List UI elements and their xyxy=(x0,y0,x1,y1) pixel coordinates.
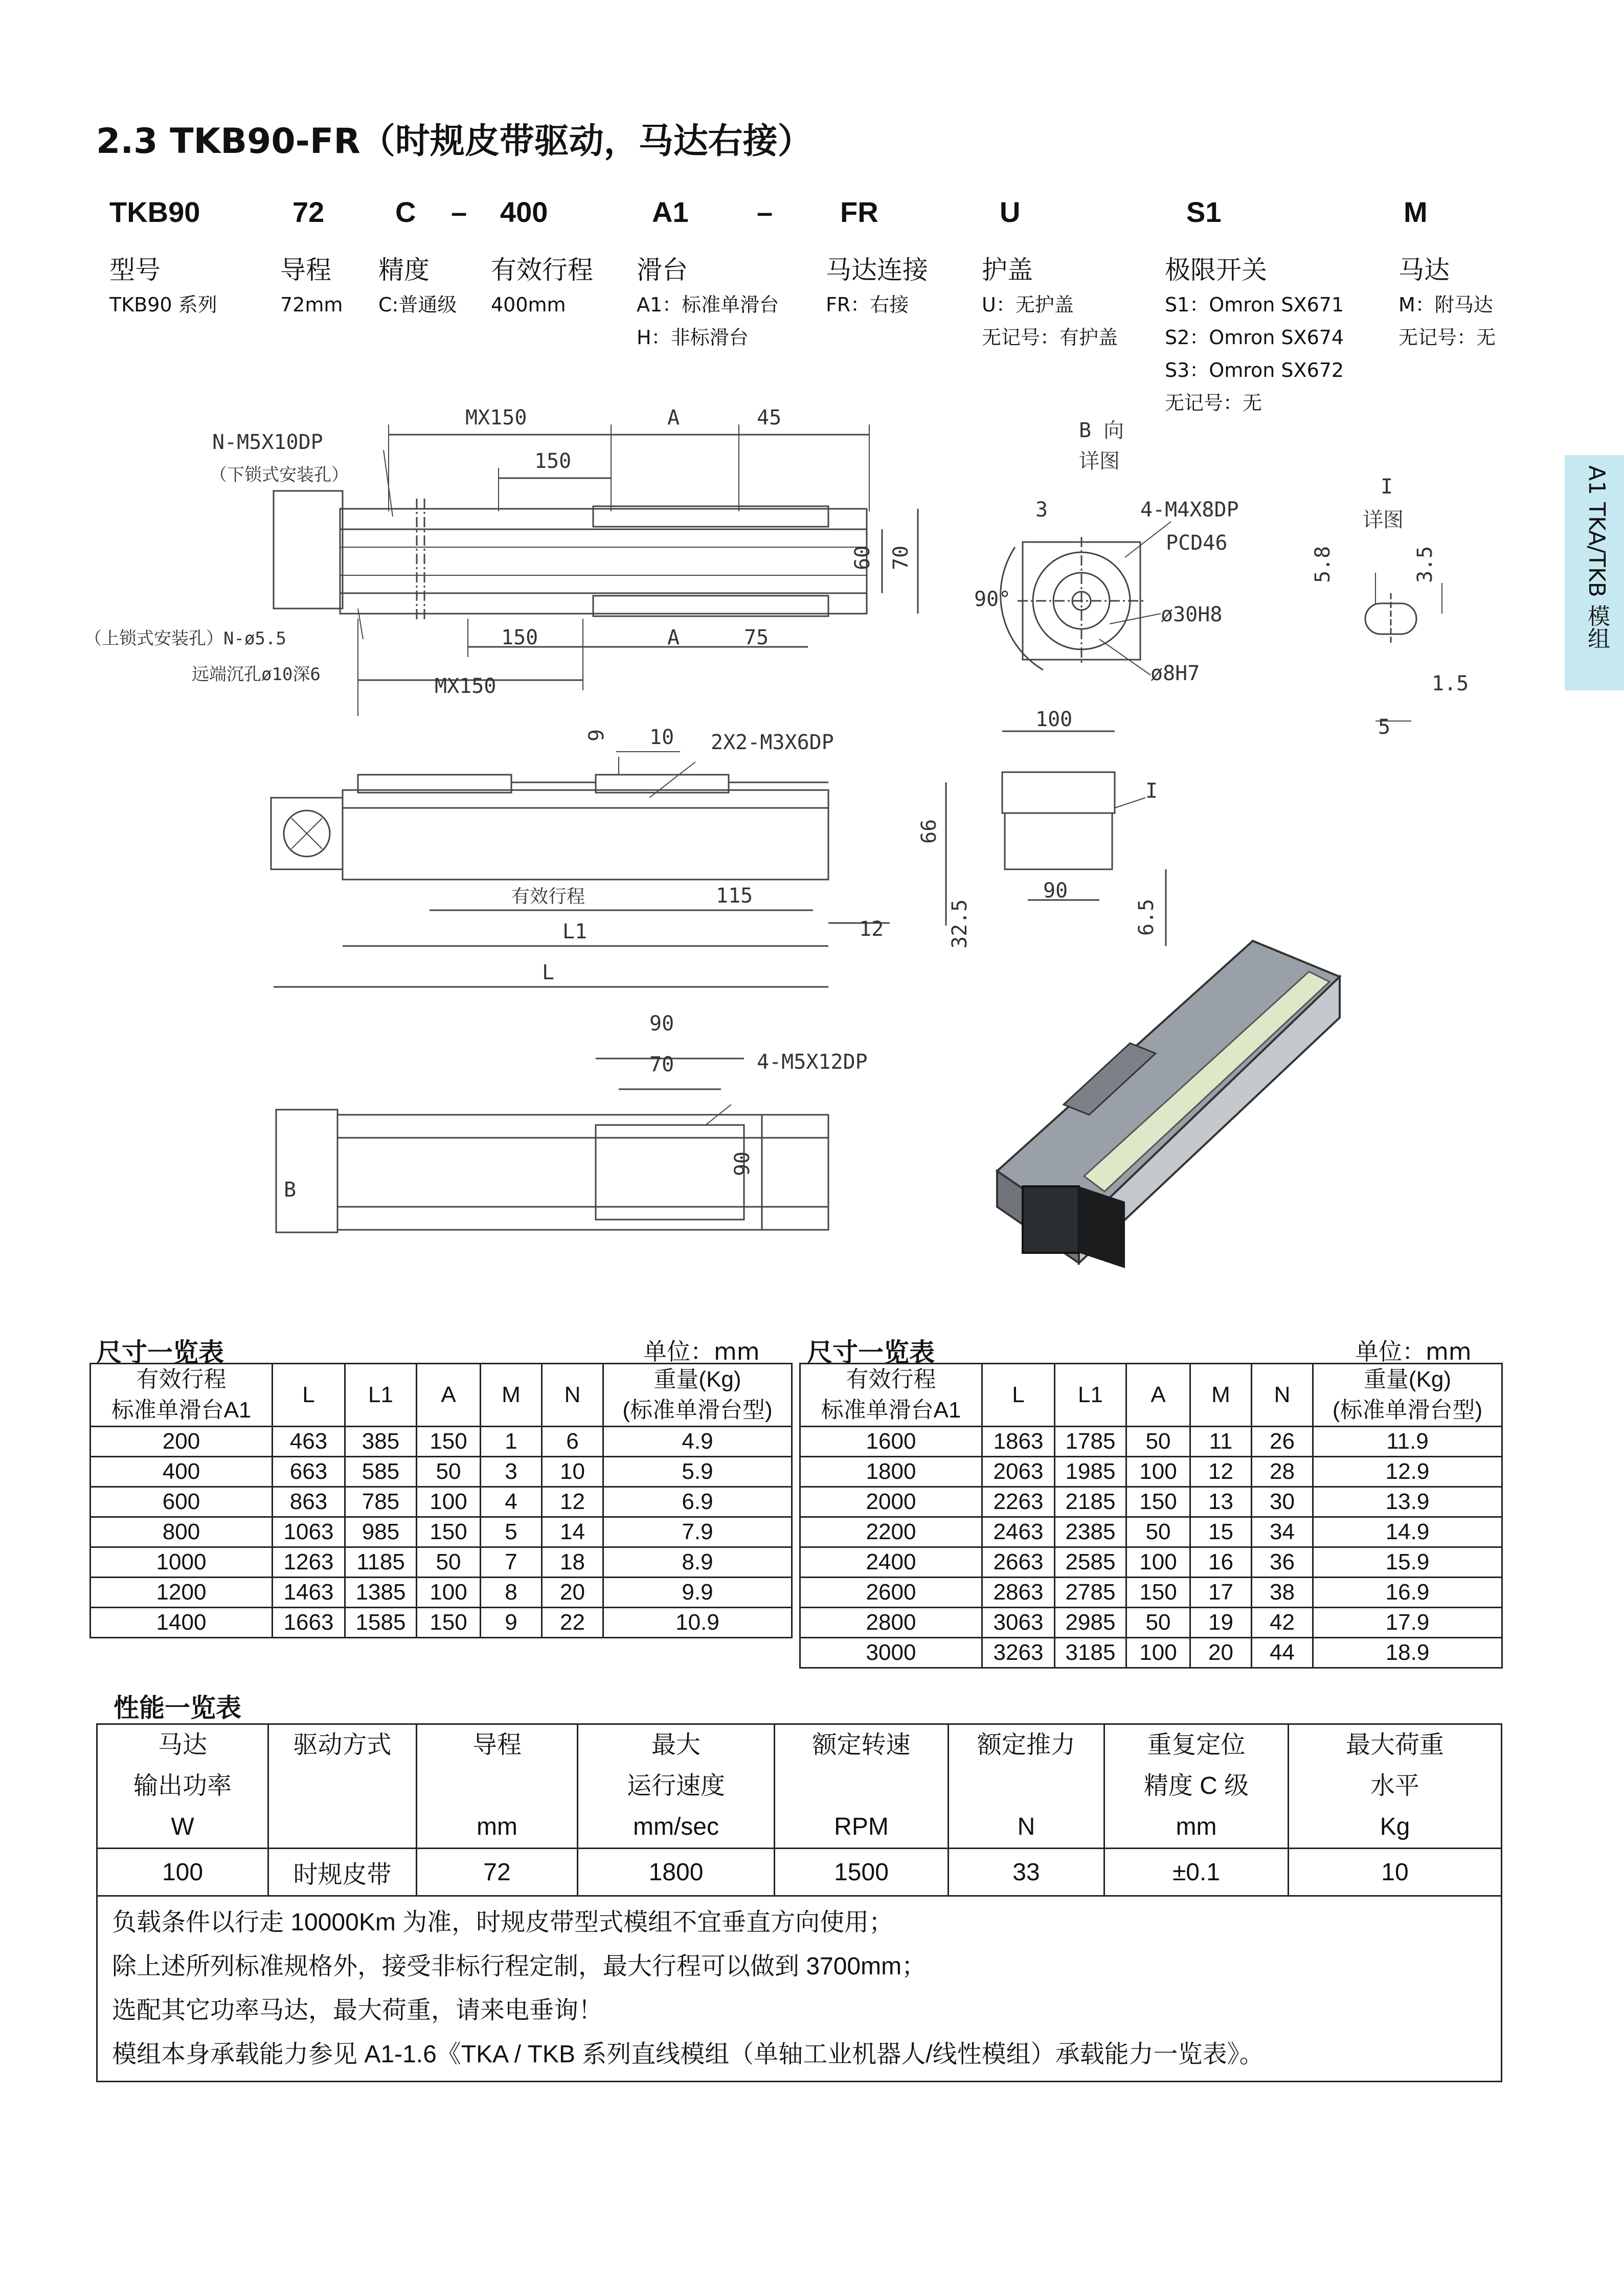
perf-header-cell: 最大荷重 水平 Kg xyxy=(1289,1724,1502,1849)
svg-text:B: B xyxy=(284,1178,297,1202)
table-cell: 18.9 xyxy=(1313,1638,1502,1668)
table-cell: 7.9 xyxy=(603,1517,792,1547)
table-cell: 30 xyxy=(1252,1487,1313,1517)
table-cell: 1463 xyxy=(273,1578,345,1608)
perf-value-cell: 1500 xyxy=(775,1849,949,1896)
svg-text:66: 66 xyxy=(917,819,941,844)
svg-text:I: I xyxy=(1145,779,1158,803)
table-cell: 2663 xyxy=(982,1547,1055,1578)
table-cell: 2585 xyxy=(1055,1547,1126,1578)
table-cell: 800 xyxy=(91,1517,273,1547)
code-dash: – xyxy=(451,196,467,228)
perf-header-cell: 额定推力 N xyxy=(949,1724,1104,1849)
svg-text:MX150: MX150 xyxy=(465,406,527,430)
table-cell: 1600 xyxy=(800,1427,982,1457)
table-cell: 1400 xyxy=(91,1608,273,1638)
table-cell: 11.9 xyxy=(1313,1427,1502,1457)
svg-text:75: 75 xyxy=(744,626,769,649)
table-cell: 2000 xyxy=(800,1487,982,1517)
table-cell: 1063 xyxy=(273,1517,345,1547)
code-limit: S1 xyxy=(1186,196,1222,228)
perf-value-cell: 33 xyxy=(949,1849,1104,1896)
svg-text:3.5: 3.5 xyxy=(1413,546,1437,583)
table-cell: 34 xyxy=(1252,1517,1313,1547)
svg-text:详图: 详图 xyxy=(1079,449,1120,473)
table-row xyxy=(91,1517,792,1547)
table-cell: 2185 xyxy=(1055,1487,1126,1517)
notes-row xyxy=(97,1896,1502,2082)
table-cell: 50 xyxy=(1126,1517,1190,1547)
table-cell: 14 xyxy=(542,1517,603,1547)
table-cell: 600 xyxy=(91,1487,273,1517)
section-side-tab: A1 TKA/TKB 模组 xyxy=(1565,455,1624,690)
table-cell: 1985 xyxy=(1055,1457,1126,1487)
svg-text:L: L xyxy=(542,961,555,984)
option-column: 有效行程 400mm xyxy=(491,255,593,316)
table-cell: 15.9 xyxy=(1313,1547,1502,1578)
perf-value-cell: ±0.1 xyxy=(1104,1849,1289,1896)
table-cell: 150 xyxy=(1126,1578,1190,1608)
table-header: 有效行程 标准单滑台A1 L L1 A M N 重量(Kg) (标准单滑台型) xyxy=(800,1364,1502,1427)
table-cell: 985 xyxy=(345,1517,417,1547)
table-cell: 3 xyxy=(481,1457,542,1487)
option-column: 马达连接 FR：右接 xyxy=(826,255,928,316)
svg-text:N-M5X10DP: N-M5X10DP xyxy=(212,431,323,454)
option-column: 马达 M：附马达 无记号：无 xyxy=(1399,255,1496,349)
table-cell: 10 xyxy=(542,1457,603,1487)
table-cell: 1200 xyxy=(91,1578,273,1608)
svg-text:12: 12 xyxy=(859,917,884,941)
rail-body-top xyxy=(340,509,867,614)
svg-text:A: A xyxy=(667,626,680,649)
svg-text:150: 150 xyxy=(501,626,538,649)
table-cell: 17.9 xyxy=(1313,1608,1502,1638)
code-motor-conn: FR xyxy=(840,196,878,228)
table-row xyxy=(91,1457,792,1487)
dim-table-title-right: 尺寸一览表 xyxy=(807,1338,935,1367)
table-cell: 2985 xyxy=(1055,1608,1126,1638)
table-cell: 1263 xyxy=(273,1547,345,1578)
perf-header-cell: 额定转速 RPM xyxy=(775,1724,949,1849)
table-cell: 13.9 xyxy=(1313,1487,1502,1517)
svg-text:有效行程: 有效行程 xyxy=(511,886,585,907)
code-slider: A1 xyxy=(652,196,689,228)
table-cell: 42 xyxy=(1252,1608,1313,1638)
note-line: 除上述所列标准规格外，接受非标行程定制，最大行程可以做到 3700mm； xyxy=(112,1953,927,1980)
perf-value-cell: 10 xyxy=(1289,1849,1502,1896)
dim-table-title-left: 尺寸一览表 xyxy=(96,1338,224,1367)
table-cell: 385 xyxy=(345,1427,417,1457)
table-cell: 1800 xyxy=(800,1457,982,1487)
table-row xyxy=(800,1457,1502,1487)
table-cell: 10.9 xyxy=(603,1608,792,1638)
svg-text:（上锁式安装孔）N-ø5.5: （上锁式安装孔）N-ø5.5 xyxy=(84,628,286,649)
svg-text:6.5: 6.5 xyxy=(1135,898,1158,936)
svg-text:10: 10 xyxy=(649,726,674,749)
table-cell: 100 xyxy=(1126,1547,1190,1578)
perf-table xyxy=(96,1723,1502,2082)
table-cell: 36 xyxy=(1252,1547,1313,1578)
svg-text:9: 9 xyxy=(585,729,608,741)
table-cell: 5 xyxy=(481,1517,542,1547)
table-cell: 2400 xyxy=(800,1547,982,1578)
note-line: 负载条件以行走 10000Km 为准，时规皮带型式模组不宜垂直方向使用； xyxy=(112,1909,894,1936)
table-row xyxy=(800,1638,1502,1668)
svg-text:2X2-M3X6DP: 2X2-M3X6DP xyxy=(711,731,834,754)
table-cell: 1385 xyxy=(345,1578,417,1608)
table-cell: 15 xyxy=(1190,1517,1252,1547)
table-cell: 28 xyxy=(1252,1457,1313,1487)
svg-text:A: A xyxy=(667,406,680,430)
table-cell: 3263 xyxy=(982,1638,1055,1668)
option-column: 导程 72mm xyxy=(280,255,343,316)
table-cell: 1663 xyxy=(273,1608,345,1638)
code-lead: 72 xyxy=(292,196,325,228)
table-cell: 100 xyxy=(1126,1457,1190,1487)
svg-text:详图: 详图 xyxy=(1363,508,1404,532)
table-cell: 11 xyxy=(1190,1427,1252,1457)
table-cell: 50 xyxy=(417,1457,481,1487)
svg-text:32.5: 32.5 xyxy=(948,899,972,949)
table-row xyxy=(800,1427,1502,1457)
table-cell: 6.9 xyxy=(603,1487,792,1517)
table-cell: 3185 xyxy=(1055,1638,1126,1668)
svg-text:90: 90 xyxy=(649,1012,674,1036)
table-cell: 2200 xyxy=(800,1517,982,1547)
svg-text:150: 150 xyxy=(534,449,572,473)
perf-header-cell: 驱动方式 xyxy=(268,1724,417,1849)
svg-text:4-M5X12DP: 4-M5X12DP xyxy=(757,1050,868,1074)
table-cell: 2800 xyxy=(800,1608,982,1638)
table-cell: 100 xyxy=(417,1578,481,1608)
table-cell: 12.9 xyxy=(1313,1457,1502,1487)
table-cell: 663 xyxy=(273,1457,345,1487)
table-cell: 12 xyxy=(1190,1457,1252,1487)
table-cell: 100 xyxy=(1126,1638,1190,1668)
table-cell: 38 xyxy=(1252,1578,1313,1608)
page-title: 2.3 TKB90-FR（时规皮带驱动，马达右接） xyxy=(96,121,813,162)
table-cell: 100 xyxy=(417,1487,481,1517)
svg-text:5: 5 xyxy=(1378,715,1391,739)
svg-text:100: 100 xyxy=(1035,708,1073,731)
table-cell: 2863 xyxy=(982,1578,1055,1608)
table-cell: 2263 xyxy=(982,1487,1055,1517)
table-row xyxy=(800,1547,1502,1578)
table-cell: 4 xyxy=(481,1487,542,1517)
table-cell: 9.9 xyxy=(603,1578,792,1608)
table-cell: 19 xyxy=(1190,1608,1252,1638)
table-cell: 1863 xyxy=(982,1427,1055,1457)
table-cell: 8.9 xyxy=(603,1547,792,1578)
table-cell: 1000 xyxy=(91,1547,273,1578)
table-cell: 50 xyxy=(1126,1608,1190,1638)
perf-header-cell: 最大 运行速度 mm/sec xyxy=(578,1724,775,1849)
table-cell: 463 xyxy=(273,1427,345,1457)
code-stroke: 400 xyxy=(500,196,548,228)
svg-text:ø8H7: ø8H7 xyxy=(1151,662,1200,685)
table-cell: 1185 xyxy=(345,1547,417,1578)
table-cell: 18 xyxy=(542,1547,603,1578)
module-3d-render xyxy=(997,941,1340,1268)
table-cell: 150 xyxy=(417,1608,481,1638)
table-cell: 12 xyxy=(542,1487,603,1517)
table-cell: 5.9 xyxy=(603,1457,792,1487)
svg-text:90°: 90° xyxy=(974,588,1011,611)
table-row xyxy=(800,1517,1502,1547)
table-cell: 16 xyxy=(1190,1547,1252,1578)
perf-value-cell: 1800 xyxy=(578,1849,775,1896)
table-row xyxy=(97,1849,1502,1896)
perf-header-cell: 马达 输出功率 W xyxy=(97,1724,268,1849)
table-cell: 17 xyxy=(1190,1578,1252,1608)
table-cell: 20 xyxy=(1190,1638,1252,1668)
option-column: 滑台 A1：标准单滑台 H：非标滑台 xyxy=(637,255,779,349)
perf-value-cell: 72 xyxy=(417,1849,578,1896)
table-cell: 863 xyxy=(273,1487,345,1517)
table-cell: 6 xyxy=(542,1427,603,1457)
perf-header-cell: 导程 mm xyxy=(417,1724,578,1849)
svg-text:L1: L1 xyxy=(562,920,588,943)
svg-text:4-M4X8DP: 4-M4X8DP xyxy=(1140,498,1239,522)
table-cell: 50 xyxy=(417,1547,481,1578)
svg-text:I: I xyxy=(1381,475,1393,499)
table-cell: 2785 xyxy=(1055,1578,1126,1608)
svg-text:1.5: 1.5 xyxy=(1432,672,1469,695)
note-line: 模组本身承载能力参见 A1-1.6《TKA / TKB 系列直线模组（单轴工业机器人/线性模组）承载能力一览表》。 xyxy=(112,2041,1264,2068)
table-row xyxy=(91,1487,792,1517)
table-cell: 7 xyxy=(481,1547,542,1578)
dim-unit-right: 单位：mm xyxy=(1355,1338,1472,1365)
svg-text:B 向: B 向 xyxy=(1079,419,1124,442)
table-cell: 44 xyxy=(1252,1638,1313,1668)
table-cell: 3000 xyxy=(800,1638,982,1668)
table-cell: 150 xyxy=(417,1517,481,1547)
svg-text:70: 70 xyxy=(889,545,913,570)
table-cell: 2063 xyxy=(982,1457,1055,1487)
table-cell: 785 xyxy=(345,1487,417,1517)
table-cell: 1585 xyxy=(345,1608,417,1638)
svg-text:90: 90 xyxy=(1043,879,1068,903)
table-cell: 9 xyxy=(481,1608,542,1638)
note-line: 选配其它功率马达，最大荷重，请来电垂询！ xyxy=(112,1997,603,2024)
perf-value-cell: 100 xyxy=(97,1849,268,1896)
perf-header-cell: 重复定位 精度 C 级 mm xyxy=(1104,1724,1289,1849)
svg-text:90: 90 xyxy=(731,1151,754,1176)
table-cell: 585 xyxy=(345,1457,417,1487)
svg-text:远端沉孔ø10深6: 远端沉孔ø10深6 xyxy=(192,664,321,685)
table-cell: 50 xyxy=(1126,1427,1190,1457)
table-row xyxy=(91,1427,792,1457)
code-motor: M xyxy=(1404,196,1428,228)
table-cell: 1 xyxy=(481,1427,542,1457)
table-cell: 1785 xyxy=(1055,1427,1126,1457)
table-cell: 4.9 xyxy=(603,1427,792,1457)
table-cell: 2600 xyxy=(800,1578,982,1608)
table-cell: 400 xyxy=(91,1457,273,1487)
code-dash: – xyxy=(757,196,773,228)
motor-block xyxy=(274,491,343,609)
table-cell: 200 xyxy=(91,1427,273,1457)
table-cell: 8 xyxy=(481,1578,542,1608)
svg-text:60: 60 xyxy=(851,545,874,570)
svg-text:PCD46: PCD46 xyxy=(1166,531,1228,555)
table-cell: 150 xyxy=(1126,1487,1190,1517)
table-row xyxy=(91,1608,792,1638)
table-cell: 3063 xyxy=(982,1608,1055,1638)
svg-text:ø30H8: ø30H8 xyxy=(1161,603,1223,626)
table-cell: 2385 xyxy=(1055,1517,1126,1547)
table-row xyxy=(91,1578,792,1608)
table-row xyxy=(800,1578,1502,1608)
table-cell: 2463 xyxy=(982,1517,1055,1547)
option-column: 精度 C:普通级 xyxy=(378,255,457,316)
table-cell: 150 xyxy=(417,1427,481,1457)
table-cell: 26 xyxy=(1252,1427,1313,1457)
dim-unit-left: 单位：mm xyxy=(643,1338,760,1365)
svg-text:5.8: 5.8 xyxy=(1311,546,1335,583)
table-cell: 14.9 xyxy=(1313,1517,1502,1547)
svg-text:70: 70 xyxy=(649,1053,674,1076)
table-header: 有效行程 标准单滑台A1 L L1 A M N 重量(Kg) (标准单滑台型) xyxy=(91,1364,792,1427)
option-column: 护盖 U：无护盖 无记号：有护盖 xyxy=(982,255,1118,349)
table-cell: 16.9 xyxy=(1313,1578,1502,1608)
table-header xyxy=(97,1724,1502,1849)
svg-text:3: 3 xyxy=(1035,498,1048,522)
table-cell: 22 xyxy=(542,1608,603,1638)
svg-text:45: 45 xyxy=(757,406,782,430)
perf-value-cell: 时规皮带 xyxy=(268,1849,417,1896)
perf-table-title: 性能一览表 xyxy=(114,1693,241,1723)
code-accuracy: C xyxy=(395,196,416,228)
code-series: TKB90 xyxy=(109,196,200,228)
table-row xyxy=(800,1487,1502,1517)
svg-text:115: 115 xyxy=(716,884,753,908)
code-cover: U xyxy=(1000,196,1021,228)
svg-text:（下锁式安装孔）: （下锁式安装孔） xyxy=(210,465,349,485)
table-row xyxy=(800,1608,1502,1638)
table-row xyxy=(91,1547,792,1578)
dim-table-right xyxy=(799,1363,1503,1669)
table-cell: 13 xyxy=(1190,1487,1252,1517)
svg-text:MX150: MX150 xyxy=(435,674,497,698)
dim-table-left xyxy=(89,1363,793,1638)
option-column: 型号 TKB90 系列 xyxy=(109,255,217,316)
table-cell: 20 xyxy=(542,1578,603,1608)
option-column: 极限开关 S1：Omron SX671 S2：Omron SX674 S3：Omron SX672 无记号：无 xyxy=(1165,255,1344,414)
